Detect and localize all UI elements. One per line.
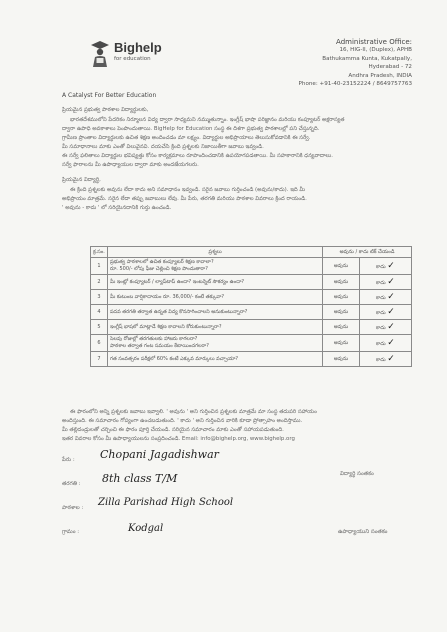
paragraph-line: గ్రామీణ ప్రాంతాల విద్యార్థులకు ఉచిత శిక్షణ అందించడం మా లక్ష్యం. విద్యార్థుల అభిప్రాయాలు తెలుసుకోవడానికి ఈ సర్వే. xyxy=(62,135,311,141)
paragraph-line: అందిస్తుంది. ఈ సమాచారం గోప్యంగా ఉంచబడుతుంది. ' కాదు ' అని గుర్తించిన వారికి కూడా ప్రోత్సాహం అందిస్తాము. xyxy=(62,418,303,424)
check-mark-icon: ✓ xyxy=(387,338,395,348)
place-label: గ్రామం : xyxy=(62,529,80,535)
answer-yes-option[interactable]: అవును xyxy=(323,258,360,275)
answer-no-label: కాదు xyxy=(376,357,386,363)
check-mark-icon: ✓ xyxy=(387,354,395,364)
answer-no-label: కాదు xyxy=(376,264,386,270)
office-address xyxy=(300,38,412,88)
row-number: 5 xyxy=(91,320,108,335)
check-mark-icon: ✓ xyxy=(387,277,395,287)
row-number: 7 xyxy=(91,352,108,367)
graduate-figure-icon xyxy=(90,40,110,68)
tagline: A Catalyst For Better Education xyxy=(62,92,157,99)
column-header xyxy=(323,247,412,258)
answer-yes-option[interactable]: అవును xyxy=(323,320,360,335)
answer-no-option[interactable] xyxy=(359,320,411,335)
logo-tag: for education xyxy=(114,56,151,62)
paragraph-line: ఈ ఫారంలోని అన్ని ప్రశ్నలకు జవాబు ఇవ్వాలి. ' అవును ' అని గుర్తించిన ప్రశ్నలకు మాత్రమే మా సంస్థ తదుపరి సహాయం xyxy=(70,409,317,415)
salutation: ప్రియమైన ప్రభుత్వ పాఠశాల విద్యార్థులకు, xyxy=(62,107,149,113)
row-number: 3 xyxy=(91,290,108,305)
survey-table xyxy=(90,246,412,367)
office-address-line: 16, HIG-II, (Duplex), APHB xyxy=(339,47,412,54)
table-row xyxy=(91,335,412,352)
answer-no-label: కాదు xyxy=(376,310,386,316)
answer-yes-option[interactable]: అవును xyxy=(323,290,360,305)
office-phone: Phone: +91-40-23152224 / 8649757763 xyxy=(298,81,412,88)
school-value[interactable]: Zilla Parishad High School xyxy=(98,497,234,508)
student-signature-label: విద్యార్థి సంతకం xyxy=(340,471,374,477)
answer-yes-option[interactable]: అవును xyxy=(323,335,360,352)
check-mark-icon: ✓ xyxy=(387,307,395,317)
column-header: క్ర.సం. xyxy=(91,247,108,258)
table-row xyxy=(91,352,412,367)
question-text: పాఠశాల తర్వాత గంట సమయం కేటాయించగలరా? xyxy=(109,343,209,349)
answer-yes-option[interactable]: అవును xyxy=(323,275,360,290)
paragraph-line: ఈ సర్వే ఫలితాలు విద్యార్థుల భవిష్యత్తు కోసం కార్యక్రమాలు రూపొందించడానికి ఉపయోగపడతాయి. మీ సహకారానికి ధన్యవాదాలు. xyxy=(62,153,333,159)
paragraph-line: ద్వారా ఉపాధి అవకాశాలు పెంపొందుతాయి. BigHelp for Education సంస్థ ఈ దిశగా ప్రభుత్వ పాఠశాలల్లో పని చేస్తున్నది. xyxy=(62,126,320,132)
table-row xyxy=(91,320,412,335)
answer-no-option[interactable] xyxy=(359,275,411,290)
check-mark-icon: ✓ xyxy=(387,292,395,302)
answer-yes-option[interactable]: అవును xyxy=(323,305,360,320)
table-row xyxy=(91,258,412,275)
class-value[interactable]: 8th class T/M xyxy=(102,472,178,485)
paragraph-line: మీ సమాధానాలు మాకు ఎంతో విలువైనవి. దయచేసి క్రింది ప్రశ్నలకు నిజాయితీగా జవాబు ఇవ్వండి. xyxy=(62,144,264,150)
table-row xyxy=(91,305,412,320)
paragraph-line: ఈ క్రింది ప్రశ్నలకు అవును లేదా కాదు అని సమాధానం ఇవ్వండి. సరైన జవాబు గుర్తించండి (అవును/కాదు). ఇది మీ xyxy=(70,187,306,193)
question-cell xyxy=(107,320,322,335)
answer-no-option[interactable] xyxy=(359,352,411,367)
bighelp-logo xyxy=(90,40,180,76)
row-number: 6 xyxy=(91,335,108,352)
paragraph-line: భారతదేశములోని పేదరికం నిర్మూలన విద్య ద్వారా సాధ్యమని నమ్ముతున్నాం. ఇంగ్లీష్ భాషా పరిజ్ఞానం మరియు కంప్యూటర్ అక్షరాస్యత xyxy=(70,117,345,123)
answer-no-label: కాదు xyxy=(376,325,386,331)
question-text: ప్రభుత్వ పాఠశాలలో ఉచిత కంప్యూటర్ శిక్షణ కావాలా? xyxy=(109,259,214,265)
question-text: పదవ తరగతి తర్వాత ఉన్నత విద్య కొనసాగించాలని అనుకుంటున్నారా? xyxy=(109,308,248,315)
table-row xyxy=(91,275,412,290)
column-header-label: టిక్ చేయండి xyxy=(369,248,395,255)
name-value[interactable]: Chopani Jagadishwar xyxy=(100,448,219,461)
name-label: పేరు : xyxy=(62,457,75,463)
answer-no-option[interactable] xyxy=(359,305,411,320)
question-cell xyxy=(107,290,322,305)
question-cell xyxy=(107,258,322,275)
paragraph-line: అభిప్రాయం మాత్రమే. సరైన లేదా తప్పు జవాబులు లేవు. మీ పేరు, తరగతి మరియు పాఠశాల వివరాలు క్రింద రాయండి. xyxy=(62,196,307,202)
answer-no-option[interactable] xyxy=(359,335,411,352)
question-text: సెలవు రోజుల్లో తరగతులకు హాజరు కాగలరా? xyxy=(109,336,198,342)
question-text: గత సంవత్సరం పరీక్షలో 60% కంటే ఎక్కువ మార్కులు వచ్చాయా? xyxy=(109,355,239,362)
check-mark-icon: ✓ xyxy=(387,322,395,332)
answer-yes-option[interactable]: అవును xyxy=(323,352,360,367)
question-cell xyxy=(107,352,322,367)
question-text: ఇంగ్లీష్ భాషలో మాట్లాడే శిక్షణ కావాలని కోరుకుంటున్నారా? xyxy=(109,323,222,330)
row-number: 4 xyxy=(91,305,108,320)
table-header-row xyxy=(91,247,412,258)
answer-no-label: కాదు xyxy=(376,341,386,347)
column-header-label: అవును / కాదు xyxy=(339,248,369,255)
answer-no-label: కాదు xyxy=(376,295,386,301)
row-number: 2 xyxy=(91,275,108,290)
question-text: మీ కుటుంబ వార్షికాదాయం రూ. 36,000/- కంటే తక్కువా? xyxy=(109,293,225,300)
office-title: Administrative Office: xyxy=(336,38,412,46)
paragraph-line: మీ తల్లిదండ్రులతో చర్చించి ఈ ఫారం పూర్తి చేయండి. సరియైన సమాచారం మాకు ఎంతో సహాయపడుతుంది. xyxy=(62,427,284,433)
place-value[interactable]: Kodgal xyxy=(128,523,164,534)
question-text: రూ. 500/- లోపు ఫీజు చెల్లించి శిక్షణ పొందుతారా? xyxy=(109,266,208,272)
question-cell xyxy=(107,275,322,290)
greeting: ప్రియమైన విద్యార్థి, xyxy=(62,177,101,183)
logo-name: Bighelp xyxy=(114,40,162,55)
question-text: మీ ఇంట్లో కంప్యూటర్ / ల్యాప్‌టాప్ ఉందా? ఇంటర్నెట్ సౌకర్యం ఉందా? xyxy=(109,278,245,285)
school-label: పాఠశాల : xyxy=(62,505,84,511)
office-address-line: Andhra Pradesh, INDIA xyxy=(348,72,412,79)
row-number: 1 xyxy=(91,258,108,275)
class-label: తరగతి : xyxy=(62,481,81,487)
paragraph-line: ' అవును - కాదు ' లో సరియైనదానికి గుర్తు ఉంచండి. xyxy=(62,205,172,211)
answer-no-option[interactable] xyxy=(359,258,411,275)
office-address-line: Hyderabad - 72 xyxy=(368,64,412,71)
question-cell xyxy=(107,305,322,320)
answer-no-label: కాదు xyxy=(376,280,386,286)
teacher-signature-label: ఉపాధ్యాయుని సంతకం xyxy=(338,529,388,535)
check-mark-icon: ✓ xyxy=(387,261,395,271)
paragraph-line: ఇతర వివరాల కోసం మీ ఉపాధ్యాయులను సంప్రదించండి. Email: info@bighelp.org, www.bighelp.org xyxy=(62,436,295,442)
answer-no-option[interactable] xyxy=(359,290,411,305)
column-header: ప్రశ్నలు xyxy=(107,247,322,258)
paragraph-line: సర్వే ఫారాలను మీ ఉపాధ్యాయుల ద్వారా మాకు అందజేయగలరు. xyxy=(62,162,199,168)
question-cell xyxy=(107,335,322,352)
office-address-line: Bathukamma Kunta, Kukatpally, xyxy=(322,55,412,62)
table-row xyxy=(91,290,412,305)
